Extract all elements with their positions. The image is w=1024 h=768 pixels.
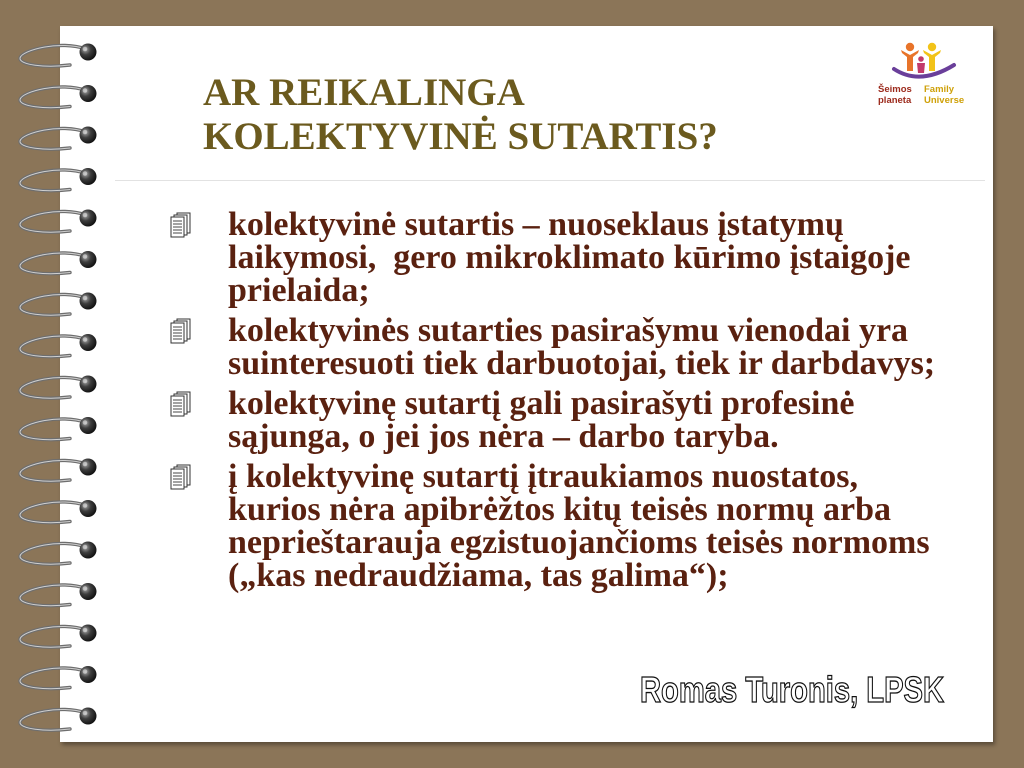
spiral-ring-icon: [20, 293, 97, 316]
spiral-ring-icon: [20, 127, 97, 150]
family-figures-logo: [884, 40, 964, 86]
bullet-text: [228, 387, 855, 453]
bullet-line: kurios nėra apibrėžtos kitų teisės normų arba: [228, 491, 891, 528]
bullet-line: prielaida;: [228, 272, 370, 309]
bullet-line: į kolektyvinę sutartį įtraukiamos nuostatos,: [228, 458, 858, 495]
spiral-ring-icon: [20, 583, 97, 606]
bullet-line: kolektyvinė sutartis – nuoseklaus įstatymų: [228, 206, 844, 243]
slide-title: [203, 71, 718, 159]
bullet-line: sąjunga, o jei jos nėra – darbo taryba.: [228, 418, 779, 455]
bullet-text: [228, 314, 935, 380]
spiral-ring-icon: [20, 85, 97, 108]
yellow-figure: [923, 43, 941, 71]
bullet-line: laikymosi, gero mikroklimato kūrimo įstaigoje: [228, 239, 911, 276]
spiral-binding: [0, 0, 120, 768]
notebook-pages-icon: [170, 212, 192, 238]
logo-text-en-line2: Universe: [924, 95, 965, 106]
bullet-list: [170, 208, 935, 592]
spiral-ring-icon: [20, 44, 97, 67]
bullet-line: („kas nedraudžiama, tas galima“);: [228, 557, 729, 594]
spiral-ring-icon: [20, 417, 97, 440]
bullet-text: [228, 208, 911, 307]
bullet-line: neprieštarauja egzistuojančioms teisės normoms: [228, 524, 930, 561]
bullet-item: [170, 387, 935, 453]
spiral-ring-icon: [20, 708, 97, 731]
notebook-pages-icon: [170, 464, 192, 490]
orange-figure: [901, 43, 919, 71]
title-divider: [115, 180, 985, 181]
bullet-text: [228, 460, 930, 592]
notebook-pages-icon: [170, 318, 192, 344]
spiral-ring-icon: [20, 168, 97, 191]
bullet-line: kolektyvinės sutarties pasirašymu vienodai yra: [228, 312, 909, 349]
spiral-ring-icon: [20, 376, 97, 399]
notebook-pages-icon: [170, 391, 192, 417]
logo-text-lt-line1: Šeimos: [878, 84, 912, 95]
spiral-ring-icon: [20, 500, 97, 523]
spiral-ring-icon: [20, 334, 97, 357]
bullet-line: kolektyvinę sutartį gali pasirašyti profesinė: [228, 385, 855, 422]
child-figure: [917, 56, 925, 73]
bullet-item: [170, 460, 935, 592]
slide-title-line: AR REIKALINGA: [203, 71, 525, 114]
slide-title-line: KOLEKTYVINĖ SUTARTIS?: [203, 115, 718, 158]
bullet-item: [170, 314, 935, 380]
author-footer: Romas Turonis, LPSK: [640, 669, 945, 710]
spiral-ring-icon: [20, 251, 97, 274]
spiral-ring-icon: [20, 210, 97, 233]
bullet-item: [170, 208, 935, 307]
logo-text-en-line1: Family: [924, 84, 955, 95]
spiral-ring-icon: [20, 459, 97, 482]
spiral-ring-icon: [20, 666, 97, 689]
logo-text-lt-line2: planeta: [878, 95, 912, 106]
seimos-planeta-logo: [876, 40, 976, 110]
spiral-ring-icon: [20, 625, 97, 648]
spiral-ring-icon: [20, 542, 97, 565]
bullet-line: suinteresuoti tiek darbuotojai, tiek ir darbdavys;: [228, 345, 936, 382]
